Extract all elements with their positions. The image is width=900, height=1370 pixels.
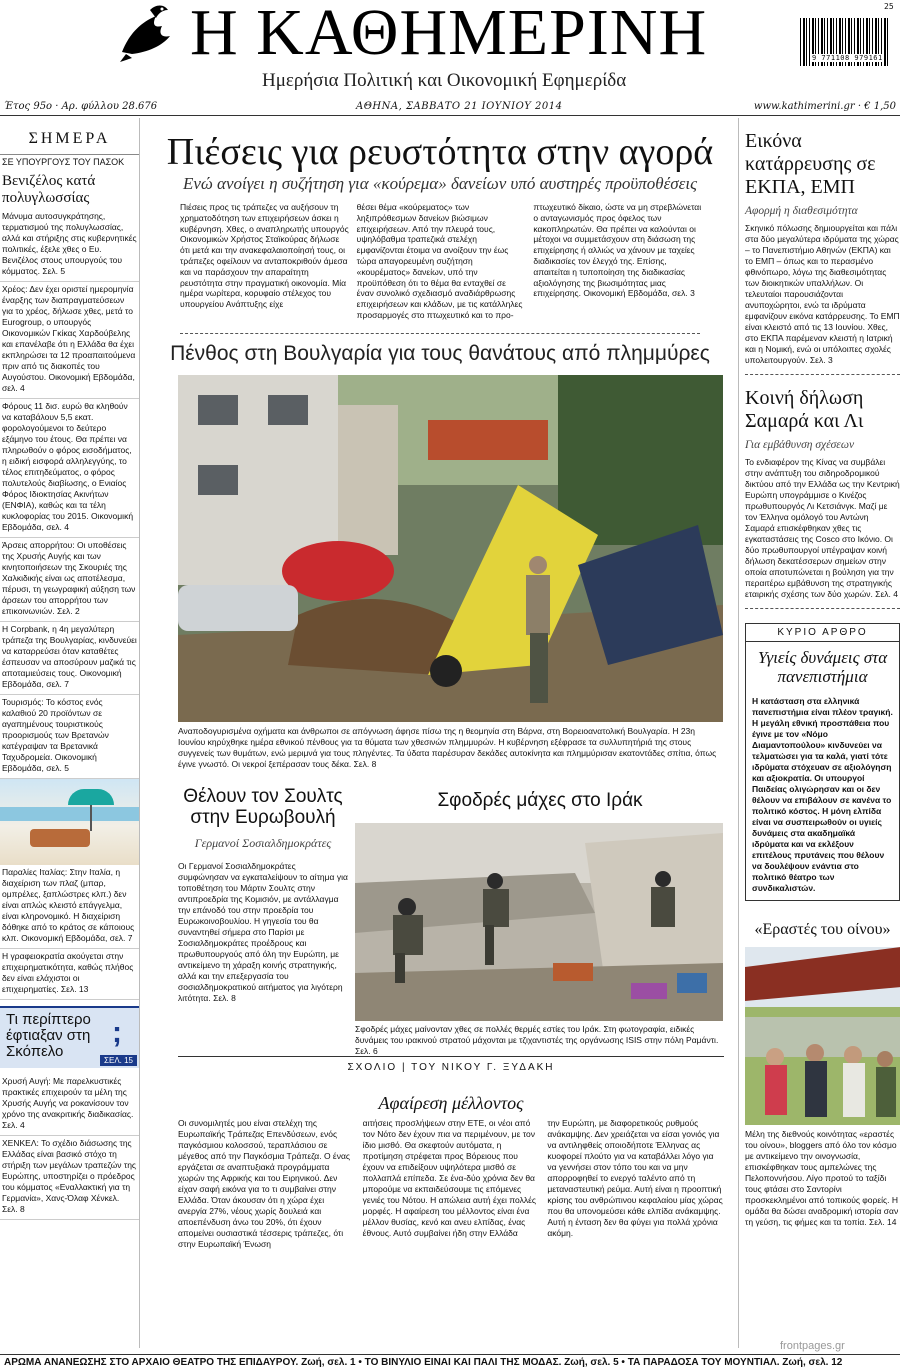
divider (178, 1056, 724, 1057)
samaras-li-headline[interactable]: Κοινή δήλωση Σαμαρά και Λι (745, 387, 864, 432)
main-article-col: πτωχευτικό δίκαιο, ώστε να μη στρεβλώνεται ο ανταγωνισμός προς όφελος των κακοπληρωτών. Θα πρέπει να καλούνται οι μέτοχοι να συμμετάσχουν στη διάσωση της επιχείρησης ή αλλιώς να χάνουν με ταχείες διαδικασίες τον έλεγχό της. Επίσης, απαιτείται η τυποποίηση της διαδικασίας αξιολόγησης της βιωσιμότητας μιας επιχείρησης. Οικονομική Εβδομάδα, σελ. 3 (533, 202, 702, 299)
brief-item: Παραλίες Ιταλίας: Στην Ιταλία, η διαχείριση των πλαζ (μπαρ, ομπρέλες, ξαπλώστρες κλπ.) δεν είναι απλώς κλειστό επάγγελμα, είναι κληρονομικό. Η διαχείριση δόθηκε από το κράτος σε κάποιους κλπ. Οικονομική Εβδομάδα, σελ. 7 (0, 865, 139, 949)
wine-lovers-body: Μέλη της διεθνούς κοινότητας «εραστές του οίνου», bloggers από όλο τον κόσμο με αντικείμενο την οινογνωσία, επισκέφθηκαν τους αμπελώνες της Πελοποννήσου. Λίγο προτού το ταξίδι τους φτάσει στο Σαντορίνι προσκεκλημένοι από τοπικούς φορείς. Η ομάδα θα δώσει αναδρομική ιστορία σαν τη γεύση, τις φήμες και τα τοπία. Σελ. 14 (745, 1129, 899, 1227)
editorial-box (745, 623, 900, 901)
logo-bird-icon (112, 2, 176, 64)
brief-item: Άρσεις απορρήτου: Οι υποθέσεις της Χρυσής Αυγής και των κινητοποιήσεων της Σκουριές της Χαλκιδικής είναι ως αποτέλεσμα, πέρυσι, τη γεωγραφική αύξηση των άρσεων του απορρήτου των επικοινωνιών. Σελ. 2 (0, 538, 139, 622)
samaras-li-subheadline: Για εμβάθυνση σχέσεων (745, 439, 855, 451)
wine-lovers-photo (745, 947, 900, 1125)
schulz-article (178, 786, 348, 1004)
newspaper-subtitle: Ημερήσια Πολιτική και Οικονομική Εφημερίδα (262, 70, 627, 91)
skopelos-promo-box[interactable] (0, 1006, 139, 1068)
comment-col: Οι συνομιλητές μου είναι στελέχη της Ευρωπαϊκής Τράπεζας Επενδύσεων, ενός παγκόσμιου κολοσσού, τεραπλάσιου σε μέγεθος από την Παγκόσμια Τράπεζα. Ο ένας εργάζεται σε αναπτυξιακά προγράμματα χωρών της Αφρικής και του Ειρηνικού. Δεν είχαν σαφή εικόνα για το τι συμβαίνει στην Ελλάδα. Όταν άκουσαν ότι η χώρα έχει ανεργία 27%, νέους χωρίς δουλειά και αποεπένδυση άνω του 20%, ότι έχουν απομείνει ουσιαστικά τέσσερις τράπεζες, ότι στην Ευρωπαϊκή Ένωση (178, 1118, 350, 1249)
main-headline[interactable]: Πιέσεις για ρευστότητα στην αγορά (166, 131, 714, 173)
iraq-caption: Σφοδρές μάχες μαίνονταν χθες σε πολλές θερμές εστίες του Ιράκ. Στη φωτογραφία, ειδικές δυνάμεις του ιρακινού στρατού μάχονται με τζιχαντιστές της οργάνωσης ISIS στην πόλη Ραμάντι. Σελ. 6 (355, 1024, 719, 1056)
main-subheadline: Ενώ ανοίγει η συζήτηση για «κούρεμα» δανείων υπό αυστηρές προϋποθέσεις (183, 174, 697, 193)
comment-col: την Ευρώπη, με διαφορετικούς ρυθμούς ανάκαμψης. Δεν χρειάζεται να είσαι γονιός για να αντιληφθείς οποιοδήποτε Έλληνας ας κυοφορεί πλούτο για να καταβάλλει λόγο για να γεννήσει στον τόπο του και να μην απορροφηθεί το ενεργό ταλέντο από τη μεταναστευτική ρεύμα. Αυτή είναι η προοπτική κρίσης του ανθρώπινου κεφαλαίου μίας χώρας που θα υπονομεύσει κάθε ελπίδα ανάκαμψης. Αυτή η ένταση δεν θα φύγει για πολλά χρόνια ακόμη. (547, 1118, 723, 1238)
universities-body: Σκηνικό πόλωσης δημιουργείται και πάλι στα δύο μεγαλύτερα ιδρύματα της χώρας – το Πανεπιστήμιο Αθηνών (ΕΚΠΑ) και το ΕΜΠ – όπως και το περασμένο φθινόπωρο, λόγω της διαθεσιμότητας των διοικητικών υπαλλήλων. Οι τελευταίοι παρουσιάζονται ανυποχώρητοι, ενώ τα ιδρύματα εμφανίζουν εικόνα κατάρρευσης. Το ΕΜΠ είναι κλειστό από τις 13 Ιουνίου. Χθες, στο ΕΚΠΑ παρέμεναν κλειστή η Ιατρική και η Νομική, ενώ οι υπόλοιπες σχολές υπολειτουργούν. Σελ. 3 (745, 223, 900, 375)
main-article-col: Πιέσεις προς τις τράπεζες να αυξήσουν τη χρηματοδότηση των επιχειρήσεων άσκει η κυβέρνηση. Χθες, ο αναπληρωτής υπουργός Οικονομικών Χρήστος Σταϊκούρας δήλωσε ότι μετά και την ανακεφαλαιοποίησή τους, οι τράπεζες οφείλουν να ανταποκριθούν άμεσα και να παράσχουν την απαραίτητη ρευστότητα στην πραγματική οικονομία. Μία ημέρα νωρίτερα, κορυφαίο στέλεχος του υπουργείου Ανάπτυξης είχε (180, 202, 349, 310)
brief-item: Χρυσή Αυγή: Με παρελκυστικές πρακτικές επιχειρούν τα μέλη της Χρυσής Αυγής να ροκανίσουν τον χρόνο της ανακριτικής διαδικασίας. Σελ. 4 (0, 1074, 139, 1136)
editorial-kicker: ΚΥΡΙΟ ΑΡΘΡΟ (746, 624, 899, 642)
lead-body: Μάνυμα αυτοσυγκράτησης, τερματισμού της πολυγλωσσίας, αλλά και στήριξης στις κυβερνητικές πολιτικές, έξελε χθες ο Ευ. Βενιζέλος στους υπουργούς του κόμματος. Σελ. 5 (0, 209, 139, 282)
brief-item: Τουρισμός: Το κόστος ενός καλαθιού 20 προϊόντων σε αγαπημένους τουριστικούς προορισμούς των Βρετανών κατέγραψαν τα Βρετανικά Ταχυδρομεία. Οικονομική Εβδομάδα, σελ. 5 (0, 695, 139, 779)
promo-text: Τι περίπτερο έφτιαξαν στη Σκόπελο (6, 1011, 91, 1060)
barcode-issue-code: 25 (884, 2, 894, 11)
comment-col: αιτήσεις προσλήψεων στην ΕΤΕ, οι νέοι από τον Νότο δεν έχουν πια να περιμένουν, με τον ίδιο μισθό. Θα σκεφτούν αυτόματα, η προτίμηση στρέφεται προς Βόρειους που έχουν να επιδείξουν υψηλότερα μισθό σε πολλαπλά επίπεδα. Σε ένα-δύο χρόνια δεν θα μπορούμε να εκπαιδεύσουμε τις επόμενες γενιές του Νότου. Η απώλεια αυτή έχει πολλές μορφές. Η αφαίρεση του μέλλοντος είναι ένα μέλλον θυσίας, κενό και ανευ ελπίδας, ένας έθνους. Αυτό συμβαίνει ήδη στην Ελλάδα (362, 1118, 536, 1238)
lead-title[interactable]: Βενιζέλος κατά πολυγλωσσίας (2, 173, 96, 206)
schulz-headline[interactable]: Θέλουν τον Σουλτς στην Ευρωβουλή (183, 786, 343, 828)
brief-item: ΧΕΝΚΕΛ: Το σχέδιο διάσωσης της Ελλάδας είναι βασικό στόχο τη στήριξη των μεγάλων τραπεζών της Ευρώπης, υποστηρίζει ο πρόεδρος του κόμματος «Εναλλακτική για τη Γερμανία», Χανς-Όλαφ Χένκελ. Σελ. 8 (0, 1136, 139, 1220)
dateline (0, 98, 900, 116)
footer-ticker[interactable]: ΑΡΩΜΑ ΑΝΑΝΕΩΣΗΣ ΣΤΟ ΑΡΧΑΙΟ ΘΕΑΤΡΟ ΤΗΣ ΕΠΙΔΑΥΡΟΥ. Ζωή, σελ. 1 • ΤΟ ΒΙΝΥΛΙΟ ΕΙΝΑΙ ΚΑΙ ΠΑΛΙ ΤΗΣ ΜΟΔΑΣ. Ζωή, σελ. 5 • ΤΑ ΠΑΡΑΔΟΣΑ ΤΟΥ ΜΟΥΝΤΙΑΛ. Ζωή, σελ. 12 (0, 1354, 900, 1370)
iraq-battle-photo (355, 823, 723, 1021)
date: ΑΘΗΝΑ, ΣΑΒΒΑΤΟ 21 ΙΟΥΝΙΟΥ 2014 (356, 101, 563, 112)
website-price[interactable]: www.kathimerini.gr · € 1,50 (753, 101, 896, 112)
bulgaria-caption: Αναποδογυρισμένα οχήματα και άνθρωποι σε απόγνωση άφησε πίσω της η θεομηνία στη Βάρνα, στη Βορειοανατολική Βουλγαρία. Η 23η Ιουνίου κηρύχθηκε ημέρα εθνικού πένθους για τα θύματα των χθεσινών πλημμυρών. Η κυβέρνηση εξέφρασε τα συλλυπητήριά της στους συγγενείς των θυμάτων, ενώ μεριμνά για τους πληγέντες. Τα ύδατα παρέσυραν δεκάδες αυτοκίνητα και πλημμύρισαν εκατοντάδες σπίτια, όπως έγινε γνωστό. Οι νεκροί ξεπέρασαν τους δέκα. Σελ. 8 (178, 726, 717, 769)
masthead (0, 0, 900, 98)
iraq-headline[interactable]: Σφοδρές μάχες στο Ιράκ (437, 790, 643, 811)
brief-item: Η γραφειοκρατία ακούγεται στην επιχειρηματικότητα, καθώς πλήθος δεν είναι ελάχιστοι οι επιχειρηματίες. Σελ. 13 (0, 949, 139, 1000)
schulz-subheadline: Γερμανοί Σοσιαλδημοκράτες (194, 836, 332, 850)
schulz-body: Οι Γερμανοί Σοσιαλδημοκράτες συμφώνησαν να εγκαταλείψουν το αίτημα για τοποθέτηση του Μάρτιν Σουλτς στην αντιπροεδρία της Κομισιόν, με αντάλλαγμα την επάνοδό του στην προεδρία του Ευρωκοινοβουλίου. Η γηγεσία του θα συναντηθεί σήμερα στο Παρίσι με Σοσιαλδημοκράτες προέδρους και πρωθυπουργούς από όλη την Ευρώπη, με αντικείμενο τη χάραξη κοινής στρατηγικής, αλλά και την επεξεργασία του σοσιαλδημοκρατικού αιτήματος για λιγότερη λιτότητα. Σελ. 8 (178, 861, 348, 1003)
bulgaria-flood-photo (178, 375, 723, 722)
brief-item: Η Corpbank, η 4η μεγαλύτερη τράπεζα της Βουλγαρίας, κινδυνεύει να καταρρεύσει όταν καταθέτες έσπευσαν να αποσύρουν μαζικά τις αποταμιεύσεις τους. Οικονομική Εβδομάδα, σελ. 7 (0, 622, 139, 695)
left-column (0, 118, 140, 1348)
editorial-title[interactable]: Υγιείς δυνάμεις στα πανεπιστήμια (757, 648, 888, 686)
wine-lovers-headline[interactable]: «Εραστές του οίνου» (754, 921, 891, 938)
beach-photo (0, 779, 140, 865)
today-heading: ΣΗΜΕΡΑ (0, 118, 139, 155)
universities-headline[interactable]: Εικόνα κατάρρευσης σε ΕΚΠΑ, ΕΜΠ (745, 130, 876, 198)
lead-kicker: ΣΕ ΥΠΟΥΡΓΟΥΣ ΤΟΥ ΠΑΣΟΚ (2, 157, 125, 167)
promo-page-ref: ΣΕΛ. 15 (100, 1055, 137, 1066)
watermark: frontpages.gr (780, 1340, 845, 1352)
comment-article (178, 1118, 724, 1250)
newspaper-title: Η ΚΑΘΗΜΕΡΙΝΗ (190, 0, 708, 69)
comment-title[interactable]: Αφαίρεση μέλλοντος (378, 1093, 524, 1113)
center-column (150, 118, 730, 1348)
brief-item: Φόρους 11 δισ. ευρώ θα κληθούν να καταβάλουν 5,5 εκατ. φορολογούμενοι το δεύτερο εξάμηνο του έτους. Θα πρέπει να πληρωθούν ο φόρος εισοδήματος, η ειδική εισφορά αλληλεγγύης, το τέλος επιτηδεύματος, ο φόρος πολυτελούς διαβίωσης, ο Ενιαίος Φόρος Ιδιοκτησίας Ακινήτων (ΕΝΦΙΑ), καθώς και τα τέλη κυκλοφορίας του 2015. Οικονομική Εβδομάδα, σελ. 4 (0, 399, 139, 538)
samaras-li-body: Το ενδιαφέρον της Κίνας να συμβάλει στην ανάπτυξη του σιδηροδρομικού δικτύου από την Ελλάδα ως την Κεντρική Ευρώπη υπογράμμισε ο Κινέζος πρωθυπουργός Λι Κετσιάνγκ. Μαζί με τον Έλληνα ομόλογό του Αντώνη Σαμαρά επισκέφθηκαν χθες τις εγκαταστάσεις της Cosco στο Ικόνιο. Οι δύο πρωθυπουργοί υπέγραψαν κοινή δήλωση δεκατέσσερων σημείων στην οποία αποτυπώνεται η βούληση για την περαιτέρω εμβάθυνση της στρατηγικής εταιρικής σχέσης των δύο χωρών. Σελ. 4 (745, 457, 900, 609)
barcode-number: 9 771108 979161 (812, 54, 883, 62)
semicolon-icon: ; (112, 1016, 122, 1049)
main-article-col: θέσει θέμα «κούρεματος» των ληξιπρόθεσμων δανείων βιώσιμων επιχειρήσεων. Από την πλευρά τους, υψηλόβαθμα τραπεζικά στελέχη εμφανίζονται έτοιμα να ανοίξουν την έως τώρα απαγορευμένη συζήτηση «κουρέματος» δανείων, υπό την προϋπόθεση ότι το θέμα θα ενταχθεί σε έναν συνολικό σχεδιασμό αναδιάρθρωσης επιχειρήσεων και κλάδων, με τις κατάλληλες προσαρμογές στο πτωχευτικό και το προ- (356, 202, 523, 320)
divider (180, 333, 700, 334)
main-article (150, 202, 730, 321)
brief-item: Χρέος: Δεν έχει οριστεί ημερομηνία έναρξης των διαπραγματεύσεων για το χρέος, δήλωσε χθες, μετά το Eurogroup, ο υπουργός Οικονομικών Γκίκας Χαρδούβελης και επανέλαβε ότι η Ελλάδα θα έχει εκπληρώσει τα 12 προαπαιτούμενα πριν από τις διακοπές του Αυγούστου. Οικονομική Εβδομάδα, σελ. 4 (0, 282, 139, 399)
bulgaria-headline[interactable]: Πένθος στη Βουλγαρία για τους θανάτους από πλημμύρες (170, 341, 710, 365)
comment-kicker: ΣΧΟΛΙΟ | ΤΟΥ ΝΙΚΟΥ Γ. ΞΥΔΑΚΗ (347, 1062, 555, 1073)
right-column (738, 118, 900, 1348)
universities-subheadline: Αφορμή η διαθεσιμότητα (745, 205, 858, 217)
editorial-body: Η κατάσταση στα ελληνικά πανεπιστήμια είναι πλέον τραγική. Η μεγάλη εθνική προσπάθεια που έγινε με τον «Νόμο Διαμαντοπούλου» κινδυνεύει να τελματώσει για τα καλά, γιατί τότε ιδρύματα στόχευαν σε αξιολόγηση και αξιοκρατία. Οι υπουργοί Παιδείας ολιγώρησαν και οι δεν θέλουν να επιβάλουν σε κανένα το πολιτικό κόστος. Η μόνη ελπίδα είναι να συσπειρωθούν οι υγιείς δυνάμεις στα ακαδημαϊκά ιδρύματα και να εκλέξουν επιτέλους πρυτάνεις που θέλουν να δουλέψουν ενάντια στο πολιτικό θέατρο των συνδικαλιστών. (752, 696, 893, 893)
issue-info: Έτος 95ο · Αρ. φύλλου 28.676 (4, 101, 158, 112)
